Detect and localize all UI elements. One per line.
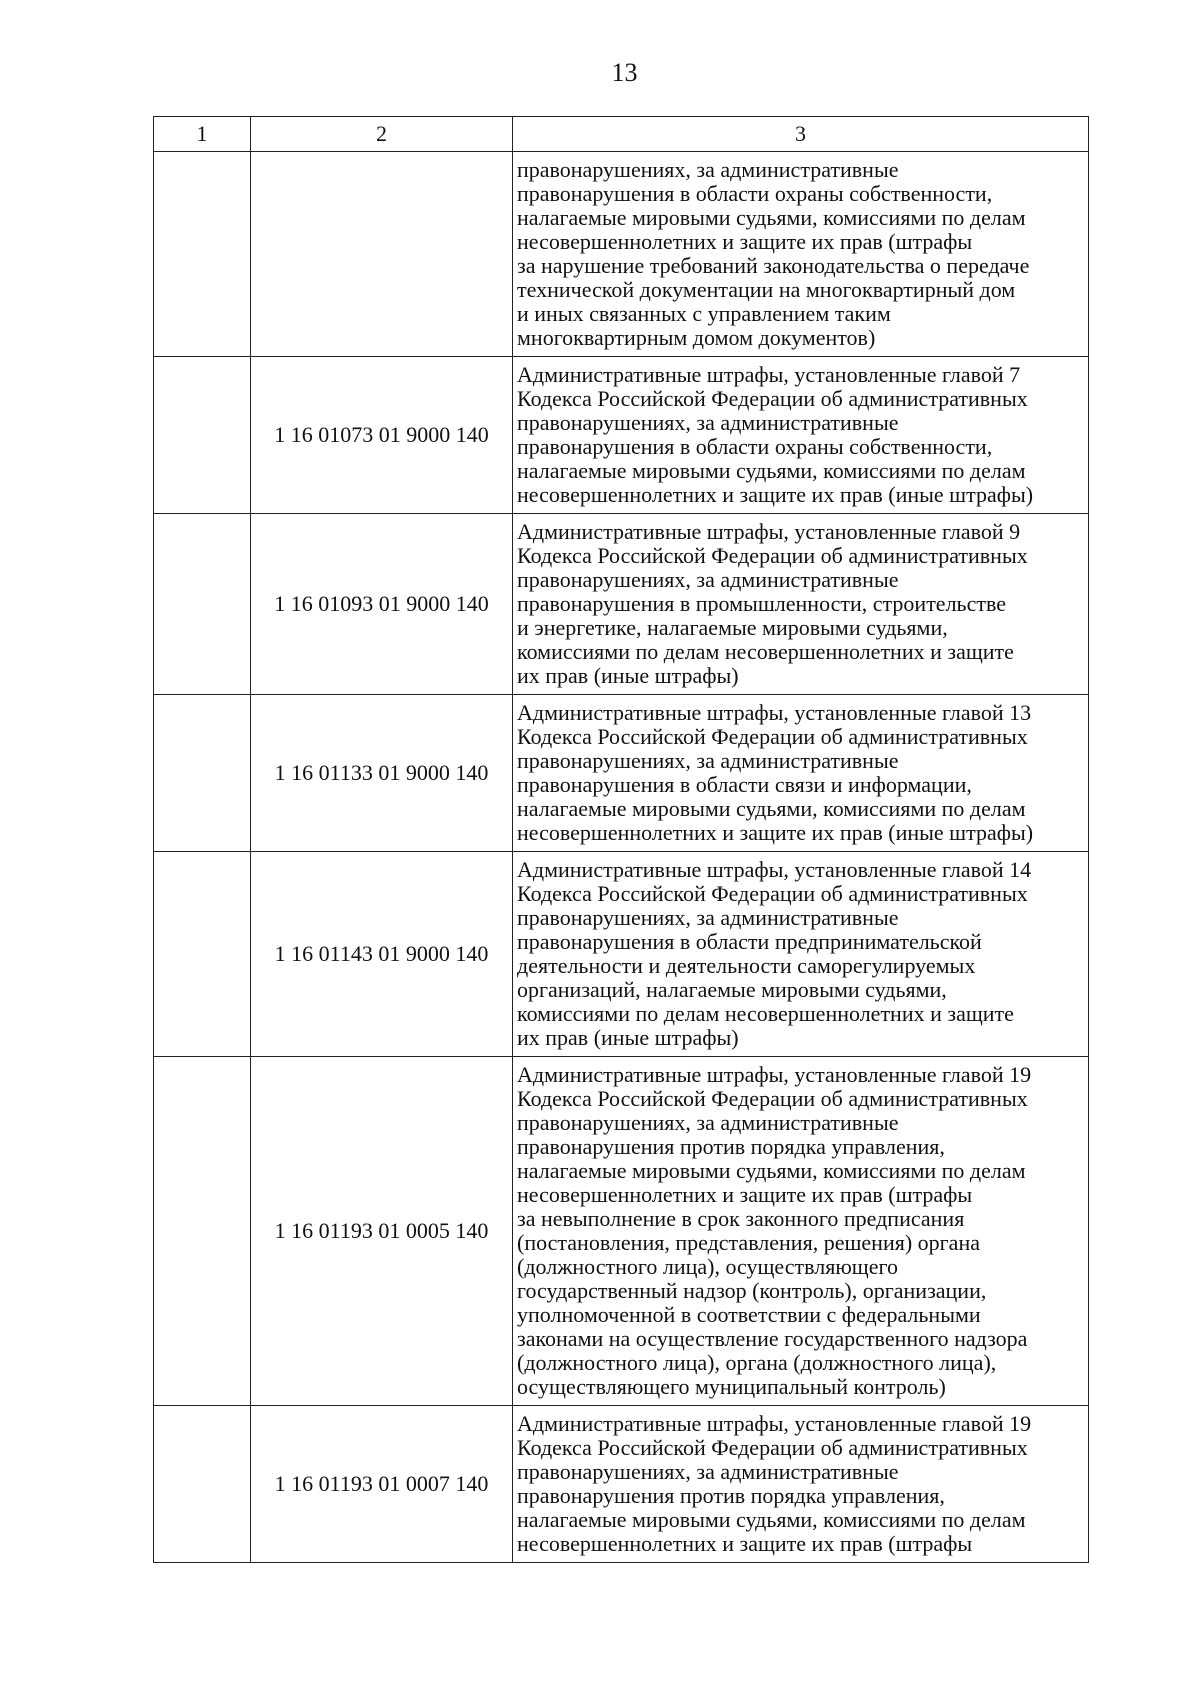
description-line: (должностного лица), органа (должностного лица),: [517, 1350, 997, 1375]
table-row: [154, 357, 1089, 514]
description-line: и иных связанных с управлением таким: [517, 301, 891, 326]
description-line: правонарушениях, за административные: [517, 905, 899, 930]
description-line: Кодекса Российской Федерации об административных: [517, 543, 1028, 568]
description-line: налагаемые мировыми судьями, комиссиями по делам: [517, 1158, 1026, 1183]
description-line: Административные штрафы, установленные главой 7: [517, 362, 1021, 387]
page-number: 13: [611, 58, 638, 87]
table-row: [154, 852, 1089, 1057]
budget-code-cell: 1 16 01193 01 0007 140: [251, 1406, 513, 1563]
description-line: Кодекса Российской Федерации об административных: [517, 881, 1028, 906]
description-cell: [513, 852, 1089, 1057]
description-cell: [513, 357, 1089, 514]
budget-code-cell: 1 16 01093 01 9000 140: [251, 514, 513, 695]
description-cell: [513, 152, 1089, 357]
description-line: правонарушения в области предпринимательской: [517, 929, 982, 954]
description-line: и энергетике, налагаемые мировыми судьями,: [517, 615, 948, 640]
column-header-2: 2: [251, 117, 513, 152]
description-line: (должностного лица), осуществляющего: [517, 1254, 898, 1279]
description-line: Административные штрафы, установленные главой 14: [517, 857, 1032, 882]
description-line: за невыполнение в срок законного предписания: [517, 1206, 965, 1231]
description-line: правонарушения в области охраны собственности,: [517, 181, 993, 206]
budget-code-cell: 1 16 01073 01 9000 140: [251, 357, 513, 514]
description-line: налагаемые мировыми судьями, комиссиями по делам: [517, 1507, 1026, 1532]
description-line: правонарушения в промышленности, строительстве: [517, 591, 1006, 616]
description-line: Административные штрафы, установленные главой 13: [517, 700, 1032, 725]
budget-codes-table: [153, 116, 1089, 1563]
table-row: [154, 1406, 1089, 1563]
description-line: их прав (иные штрафы): [517, 663, 739, 688]
row-number-cell: [154, 1406, 251, 1563]
description-line: технической документации на многоквартирный дом: [517, 277, 1016, 302]
description-line: деятельности и деятельности саморегулируемых: [517, 953, 976, 978]
row-number-cell: [154, 514, 251, 695]
budget-code-cell: 1 16 01133 01 9000 140: [251, 695, 513, 852]
description-line: Административные штрафы, установленные главой 9: [517, 519, 1021, 544]
column-header-3: 3: [513, 117, 1089, 152]
table-header-row: [154, 117, 1089, 152]
row-number-cell: [154, 152, 251, 357]
description-line: правонарушения в области охраны собственности,: [517, 434, 993, 459]
description-line: правонарушениях, за административные: [517, 567, 899, 592]
description-line: Кодекса Российской Федерации об административных: [517, 724, 1028, 749]
column-header-1: 1: [154, 117, 251, 152]
description-line: государственный надзор (контроль), организации,: [517, 1278, 987, 1303]
description-line: несовершеннолетних и защите их прав (штрафы: [517, 229, 973, 254]
description-line: правонарушениях, за административные: [517, 410, 899, 435]
description-line: комиссиями по делам несовершеннолетних и защите: [517, 639, 1014, 664]
description-line: Кодекса Российской Федерации об административных: [517, 386, 1028, 411]
table-body: [154, 152, 1089, 1563]
description-line: правонарушениях, за административные: [517, 1110, 899, 1135]
description-line: правонарушениях, за административные: [517, 748, 899, 773]
description-cell: [513, 1406, 1089, 1563]
description-line: за нарушение требований законодательства о передаче: [517, 253, 1030, 278]
description-line: комиссиями по делам несовершеннолетних и защите: [517, 1001, 1014, 1026]
description-line: налагаемые мировыми судьями, комиссиями по делам: [517, 796, 1026, 821]
description-line: Административные штрафы, установленные главой 19: [517, 1062, 1032, 1087]
table-row: [154, 152, 1089, 357]
table-row: [154, 514, 1089, 695]
description-line: многоквартирным домом документов): [517, 325, 876, 350]
description-line: Административные штрафы, установленные главой 19: [517, 1411, 1032, 1436]
description-line: их прав (иные штрафы): [517, 1025, 739, 1050]
description-line: несовершеннолетних и защите их прав (штрафы: [517, 1182, 973, 1207]
description-cell: [513, 514, 1089, 695]
budget-code-cell: [251, 152, 513, 357]
description-line: законами на осуществление государственного надзора: [517, 1326, 1028, 1351]
description-line: правонарушениях, за административные: [517, 1459, 899, 1484]
description-line: правонарушения против порядка управления,: [517, 1134, 945, 1159]
row-number-cell: [154, 1057, 251, 1406]
description-line: уполномоченной в соответствии с федеральными: [517, 1302, 981, 1327]
description-line: правонарушениях, за административные: [517, 157, 899, 182]
table-row: [154, 695, 1089, 852]
description-line: несовершеннолетних и защите их прав (штрафы: [517, 1531, 973, 1556]
budget-code-cell: 1 16 01193 01 0005 140: [251, 1057, 513, 1406]
description-line: правонарушения в области связи и информации,: [517, 772, 972, 797]
description-line: несовершеннолетних и защите их прав (иные штрафы): [517, 820, 1034, 845]
row-number-cell: [154, 695, 251, 852]
row-number-cell: [154, 357, 251, 514]
description-line: налагаемые мировыми судьями, комиссиями по делам: [517, 205, 1026, 230]
description-line: Кодекса Российской Федерации об административных: [517, 1086, 1028, 1111]
table-row: [154, 1057, 1089, 1406]
description-line: несовершеннолетних и защите их прав (иные штрафы): [517, 482, 1034, 507]
row-number-cell: [154, 852, 251, 1057]
description-line: Кодекса Российской Федерации об административных: [517, 1435, 1028, 1460]
description-line: организаций, налагаемые мировыми судьями,: [517, 977, 947, 1002]
budget-code-cell: 1 16 01143 01 9000 140: [251, 852, 513, 1057]
description-line: осуществляющего муниципальный контроль): [517, 1374, 946, 1399]
description-line: (постановления, представления, решения) органа: [517, 1230, 980, 1255]
description-cell: [513, 695, 1089, 852]
description-line: правонарушения против порядка управления,: [517, 1483, 945, 1508]
description-line: налагаемые мировыми судьями, комиссиями по делам: [517, 458, 1026, 483]
description-cell: [513, 1057, 1089, 1406]
